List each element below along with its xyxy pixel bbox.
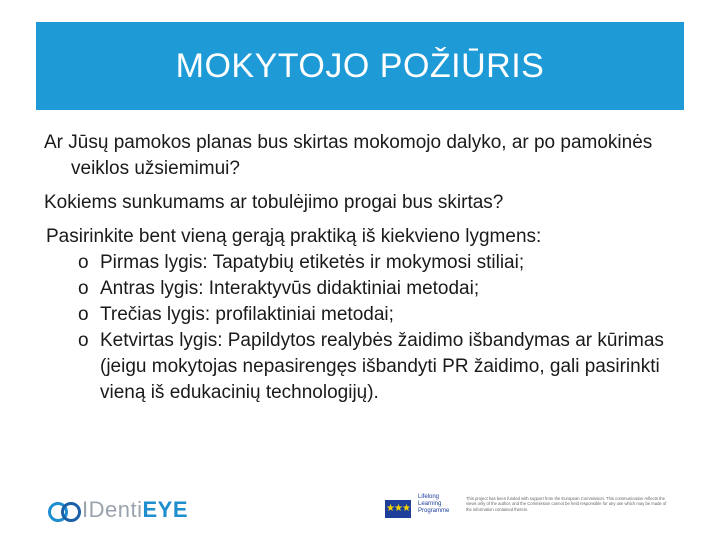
paragraph-choose-practice: Pasirinkite bent vieną gerąją praktiką iš kiekvieno lygmens: bbox=[46, 226, 542, 247]
bullet-icon: o bbox=[78, 330, 89, 351]
slide-body bbox=[44, 130, 684, 406]
levels-list bbox=[44, 250, 684, 406]
level-text: Pirmas lygis: Tapatybių etiketės ir mokymosi stiliai; bbox=[100, 252, 525, 273]
paragraph-lesson-plan: Ar Jūsų pamokos planas bus skirtas mokomojo dalyko, ar po pamokinės veiklos užsiemimui? bbox=[44, 132, 653, 179]
eu-flag: ★★★ bbox=[385, 500, 411, 518]
llp-label: Lifelong Learning Programme bbox=[418, 494, 450, 514]
title-banner bbox=[36, 22, 684, 110]
level-text: Ketvirtas lygis: Papildytos realybės žaidimo išbandymas ar kūrimas (jeigu mokytojas nepasirengęs išbandyti PR žaidimo, gali pasirinkti vieną iš edukacinių technologijų). bbox=[100, 330, 664, 403]
logo-text-part2: EYE bbox=[142, 497, 189, 522]
paragraph-difficulties: Kokiems sunkumams ar tobulėjimo progai bus skirtas? bbox=[44, 192, 504, 213]
page-title: MOKYTOJO POŽIŪRIS bbox=[175, 46, 545, 85]
funding-disclaimer: This project has been funded with support from the European Commission. This communication reflects the views only of the author, and the Commission cannot be held responsible for any use which may be made of the information contained therein. bbox=[466, 496, 667, 512]
list-item bbox=[44, 250, 684, 276]
eu-flag-icon bbox=[385, 500, 411, 518]
list-item bbox=[44, 302, 684, 328]
level-text: Antras lygis: Interaktyvūs didaktiniai metodai; bbox=[100, 278, 480, 299]
identieye-logo bbox=[48, 496, 188, 524]
logo-text bbox=[82, 497, 188, 523]
footer bbox=[0, 490, 720, 530]
level-text: Trečias lygis: profilaktiniai metodai; bbox=[100, 304, 394, 325]
list-item bbox=[44, 328, 684, 406]
bullet-icon: o bbox=[78, 304, 89, 325]
bullet-icon: o bbox=[78, 278, 89, 299]
list-item bbox=[44, 276, 684, 302]
logo-text-part1: IDenti bbox=[82, 497, 143, 522]
bullet-icon: o bbox=[78, 252, 89, 273]
eye-logo-icon bbox=[48, 499, 80, 521]
